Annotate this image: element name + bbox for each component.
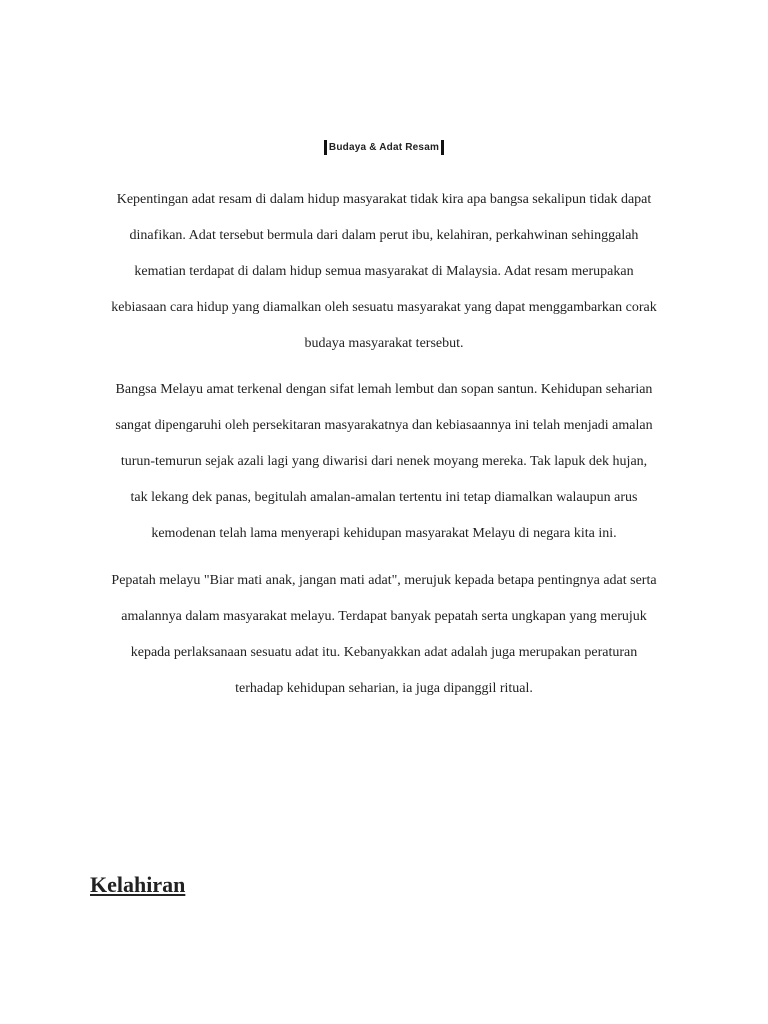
paragraph-line: kepada perlaksanaan sesuatu adat itu. Kebanyakkan adat adalah juga merupakan peraturan <box>130 645 638 660</box>
document-title <box>0 140 768 155</box>
document-title-text: Budaya & Adat Resam <box>324 140 444 155</box>
paragraph-line: Bangsa Melayu amat terkenal dengan sifat lemah lembut dan sopan santun. Kehidupan seharian <box>115 382 653 397</box>
paragraph-3 <box>86 563 682 707</box>
paragraph-line: terhadap kehidupan seharian, ia juga dipanggil ritual. <box>235 681 533 696</box>
paragraph-line: dinafikan. Adat tersebut bermula dari dalam perut ibu, kelahiran, perkahwinan sehinggalah <box>129 228 639 243</box>
paragraph-line: kebiasaan cara hidup yang diamalkan oleh sesuatu masyarakat yang dapat menggambarkan corak <box>111 300 657 315</box>
paragraph-line: tak lekang dek panas, begitulah amalan-amalan tertentu ini tetap diamalkan walaupun arus <box>130 490 638 505</box>
section-heading: Kelahiran <box>90 872 186 897</box>
paragraph-line: turun-temurun sejak azali lagi yang diwarisi dari nenek moyang mereka. Tak lapuk dek hujan, <box>120 454 648 469</box>
paragraph-line: amalannya dalam masyarakat melayu. Terdapat banyak pepatah serta ungkapan yang merujuk <box>121 609 647 624</box>
paragraph-2 <box>86 372 682 552</box>
paragraph-line: Kepentingan adat resam di dalam hidup masyarakat tidak kira apa bangsa sekalipun tidak dapat <box>116 192 652 207</box>
paragraph-line: budaya masyarakat tersebut. <box>304 336 464 351</box>
paragraph-line: sangat dipengaruhi oleh persekitaran masyarakatnya dan kebiasaannya ini telah menjadi amalan <box>115 418 653 433</box>
paragraph-line: Pepatah melayu "Biar mati anak, jangan mati adat", merujuk kepada betapa pentingnya adat serta <box>111 573 657 588</box>
paragraph-line: kemodenan telah lama menyerapi kehidupan masyarakat Melayu di negara kita ini. <box>151 526 617 541</box>
paragraph-1 <box>86 182 682 362</box>
paragraph-line: kematian terdapat di dalam hidup semua masyarakat di Malaysia. Adat resam merupakan <box>134 264 634 279</box>
